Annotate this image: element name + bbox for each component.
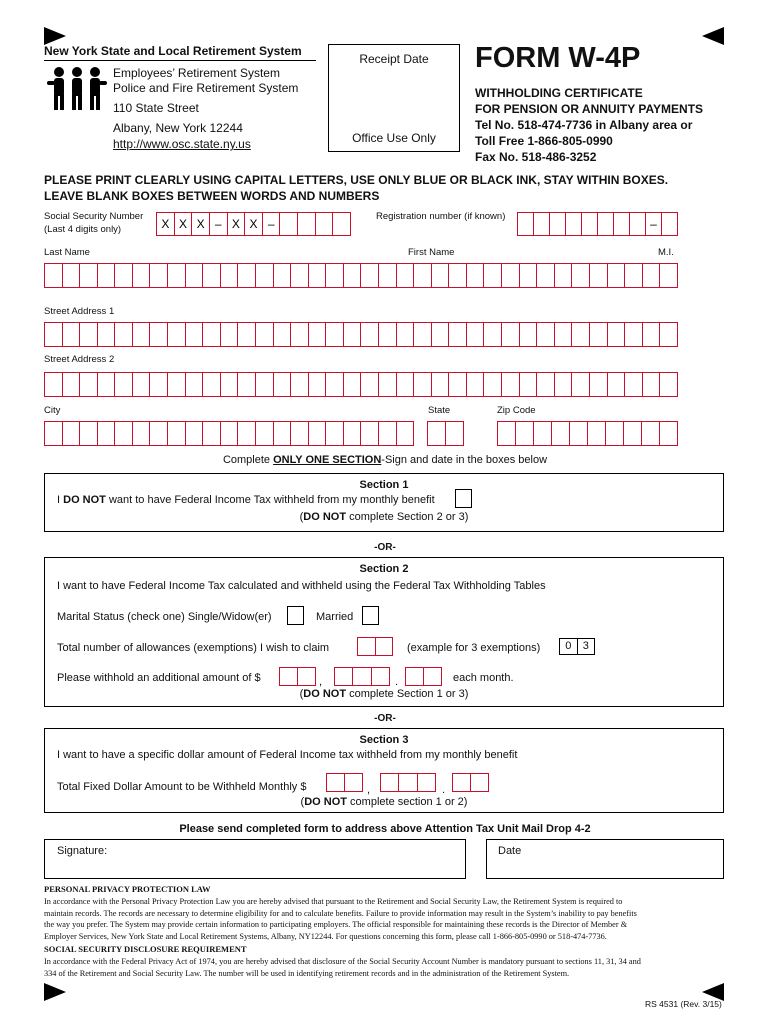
char-box[interactable] xyxy=(570,422,588,445)
char-box[interactable] xyxy=(115,264,133,287)
char-box[interactable] xyxy=(424,668,441,685)
section-2-note: (DO NOT complete Section 1 or 3) xyxy=(299,688,469,700)
char-box[interactable] xyxy=(590,264,608,287)
retirement-system-logo xyxy=(44,66,110,112)
char-box[interactable] xyxy=(344,373,362,396)
char-box[interactable] xyxy=(660,264,677,287)
allowances-input[interactable] xyxy=(357,637,393,656)
char-box[interactable] xyxy=(344,422,362,445)
char-box[interactable] xyxy=(45,373,63,396)
char-box[interactable] xyxy=(203,422,221,445)
char-box[interactable] xyxy=(133,373,151,396)
sections-intro: Complete ONLY ONE SECTION-Sign and date in the boxes below xyxy=(222,454,548,466)
char-box[interactable] xyxy=(467,264,485,287)
mi-label: M.I. xyxy=(658,247,674,258)
char-box[interactable] xyxy=(397,264,415,287)
char-box[interactable]: X xyxy=(175,213,193,235)
char-box[interactable] xyxy=(614,213,630,235)
char-box[interactable] xyxy=(660,323,677,346)
char-box[interactable] xyxy=(63,323,81,346)
char-box[interactable] xyxy=(133,422,151,445)
char-box[interactable] xyxy=(133,264,151,287)
state-input[interactable] xyxy=(427,421,464,446)
char-box[interactable] xyxy=(186,373,204,396)
zip-label: Zip Code xyxy=(497,405,536,416)
char-box[interactable] xyxy=(203,323,221,346)
char-box[interactable] xyxy=(502,373,520,396)
allowances-example-label: (example for 3 exemptions) xyxy=(407,642,541,654)
char-box[interactable] xyxy=(361,323,379,346)
char-box[interactable]: – xyxy=(646,213,662,235)
char-box[interactable] xyxy=(643,264,661,287)
char-box[interactable] xyxy=(186,422,204,445)
char-box[interactable] xyxy=(45,264,63,287)
char-box[interactable] xyxy=(555,264,573,287)
additional-amount-hundreds[interactable] xyxy=(334,667,390,686)
phone-albany: Tel No. 518-474-7736 in Albany area or xyxy=(475,118,693,132)
char-box[interactable] xyxy=(660,422,677,445)
char-box[interactable] xyxy=(238,264,256,287)
char-box[interactable] xyxy=(432,264,450,287)
date-label: Date xyxy=(498,845,522,857)
fixed-amount-comma: , xyxy=(367,784,371,796)
signature-field[interactable] xyxy=(44,839,466,879)
signature-label: Signature: xyxy=(57,845,108,857)
char-box[interactable] xyxy=(572,264,590,287)
first-name-label: First Name xyxy=(408,247,455,258)
char-box[interactable] xyxy=(221,422,239,445)
char-box[interactable] xyxy=(168,264,186,287)
city-input[interactable] xyxy=(44,421,414,446)
char-box[interactable] xyxy=(630,213,646,235)
char-box[interactable] xyxy=(502,323,520,346)
char-box[interactable] xyxy=(150,323,168,346)
char-box[interactable] xyxy=(361,373,379,396)
additional-amount-label: Please withhold an additional amount of $ xyxy=(57,672,261,684)
char-box[interactable] xyxy=(256,422,274,445)
char-box[interactable] xyxy=(449,373,467,396)
char-box[interactable] xyxy=(274,323,292,346)
char-box[interactable] xyxy=(397,422,414,445)
char-box[interactable] xyxy=(221,373,239,396)
date-field[interactable] xyxy=(486,839,724,879)
char-box[interactable] xyxy=(280,213,298,235)
marital-status-label: Marital Status (check one) Single/Widow(er) xyxy=(57,611,272,623)
char-box[interactable] xyxy=(80,373,98,396)
example-digit-1: 0 xyxy=(560,639,578,654)
char-box[interactable] xyxy=(502,264,520,287)
char-box[interactable] xyxy=(335,668,353,685)
char-box[interactable] xyxy=(168,422,186,445)
org-underline xyxy=(44,60,316,61)
section-3-text: I want to have a specific dollar amount of Federal Income tax withheld from my monthly benefit xyxy=(57,749,518,761)
char-box[interactable] xyxy=(379,422,397,445)
char-box[interactable] xyxy=(326,422,344,445)
char-box[interactable] xyxy=(606,422,624,445)
each-month-label: each month. xyxy=(453,672,514,684)
char-box[interactable] xyxy=(484,264,502,287)
char-box[interactable]: – xyxy=(210,213,228,235)
char-box[interactable] xyxy=(345,774,362,791)
char-box[interactable] xyxy=(608,264,626,287)
char-box[interactable] xyxy=(428,422,446,445)
form-title: FORM W-4P xyxy=(475,42,641,74)
char-box[interactable] xyxy=(80,323,98,346)
phone-tollfree: Toll Free 1-866-805-0990 xyxy=(475,134,613,148)
char-box[interactable] xyxy=(537,323,555,346)
registration-input[interactable] xyxy=(517,212,678,236)
corner-arrow-top-right-icon xyxy=(702,27,724,45)
single-widow-checkbox[interactable] xyxy=(287,606,304,625)
char-box[interactable] xyxy=(467,373,485,396)
additional-amount-cents[interactable] xyxy=(405,667,442,686)
char-box[interactable] xyxy=(484,323,502,346)
char-box[interactable] xyxy=(552,422,570,445)
section-1-title: Section 1 xyxy=(359,479,409,491)
char-box[interactable] xyxy=(344,264,362,287)
char-box[interactable] xyxy=(643,373,661,396)
additional-amount-decimal: . xyxy=(395,676,399,688)
section-3-note: (DO NOT complete section 1 or 2) xyxy=(300,796,468,808)
char-box[interactable] xyxy=(203,264,221,287)
char-box[interactable] xyxy=(45,422,63,445)
street1-input[interactable] xyxy=(44,322,678,347)
char-box[interactable] xyxy=(309,264,327,287)
char-box[interactable] xyxy=(274,422,292,445)
char-box[interactable] xyxy=(516,422,534,445)
or-divider-2: -OR- xyxy=(374,713,396,724)
instructions-line1: PLEASE PRINT CLEARLY USING CAPITAL LETTERS, USE ONLY BLUE OR BLACK INK, STAY WITHIN BOXES. xyxy=(44,173,669,187)
char-box[interactable] xyxy=(484,373,502,396)
char-box[interactable] xyxy=(63,264,81,287)
char-box[interactable] xyxy=(353,668,371,685)
send-instructions: Please send completed form to address above Attention Tax Unit Mail Drop 4-2 xyxy=(179,823,591,835)
char-box[interactable] xyxy=(643,323,661,346)
char-box[interactable] xyxy=(432,323,450,346)
char-box[interactable] xyxy=(379,264,397,287)
char-box[interactable] xyxy=(326,373,344,396)
cert-line2: FOR PENSION OR ANNUITY PAYMENTS xyxy=(475,102,704,116)
char-box[interactable] xyxy=(291,264,309,287)
street2-label: Street Address 2 xyxy=(44,354,115,365)
char-box[interactable] xyxy=(537,264,555,287)
char-box[interactable] xyxy=(63,373,81,396)
privacy-title: PERSONAL PRIVACY PROTECTION LAW xyxy=(44,884,211,894)
state-label: State xyxy=(428,405,451,416)
corner-arrow-bottom-left-icon xyxy=(44,983,66,1001)
married-checkbox[interactable] xyxy=(362,606,379,625)
char-box[interactable] xyxy=(625,264,643,287)
char-box[interactable] xyxy=(572,323,590,346)
website-link[interactable]: http://www.osc.state.ny.us xyxy=(113,137,251,151)
char-box[interactable] xyxy=(186,323,204,346)
char-box[interactable] xyxy=(358,638,376,655)
ssn-disclosure-title: SOCIAL SECURITY DISCLOSURE REQUIREMENT xyxy=(44,944,247,954)
char-box[interactable] xyxy=(588,422,606,445)
additional-amount-comma: , xyxy=(319,676,323,688)
ssn-disclosure-paragraph: In accordance with the Federal Privacy Act of 1974, you are hereby advised that disclosure of the Social Security Account Number is mandatory pursuant to sections 11, 31, 34 and 334 of the Retirement and Social Security Law. The number will be used in identifying retirement records and in the administration of the Retirement System. xyxy=(44,957,641,978)
char-box[interactable] xyxy=(660,373,677,396)
char-box[interactable] xyxy=(372,668,389,685)
char-box[interactable] xyxy=(566,213,582,235)
char-box[interactable] xyxy=(520,264,538,287)
char-box[interactable] xyxy=(326,323,344,346)
char-box[interactable] xyxy=(115,422,133,445)
char-box[interactable] xyxy=(256,323,274,346)
char-box[interactable] xyxy=(186,264,204,287)
char-box[interactable] xyxy=(98,373,116,396)
char-box[interactable]: X xyxy=(157,213,175,235)
section-2-text: I want to have Federal Income Tax calculated and withheld using the Federal Tax Withholding Tables xyxy=(57,580,546,592)
street1-label: Street Address 1 xyxy=(44,306,115,317)
char-box[interactable] xyxy=(291,373,309,396)
char-box[interactable]: – xyxy=(263,213,281,235)
char-box[interactable] xyxy=(327,774,345,791)
ssn-sublabel: (Last 4 digits only) xyxy=(44,224,122,235)
char-box[interactable] xyxy=(379,323,397,346)
char-box[interactable]: X xyxy=(245,213,263,235)
char-box[interactable] xyxy=(432,373,450,396)
char-box[interactable] xyxy=(238,422,256,445)
char-box[interactable] xyxy=(520,373,538,396)
fixed-amount-decimal: . xyxy=(442,784,446,796)
name-input[interactable] xyxy=(44,263,678,288)
char-box[interactable] xyxy=(376,638,393,655)
char-box[interactable] xyxy=(309,422,327,445)
section-3 xyxy=(44,728,724,813)
char-box[interactable] xyxy=(418,774,435,791)
char-box[interactable] xyxy=(326,264,344,287)
section-2-title: Section 2 xyxy=(359,563,409,575)
married-label: Married xyxy=(316,611,354,623)
char-box[interactable] xyxy=(453,774,471,791)
char-box[interactable] xyxy=(168,323,186,346)
org-name: New York State and Local Retirement System xyxy=(44,44,302,58)
char-box[interactable] xyxy=(598,213,614,235)
fixed-amount-cents[interactable] xyxy=(452,773,489,792)
char-box[interactable] xyxy=(414,373,432,396)
system-line1: Employees’ Retirement System xyxy=(113,66,280,80)
last-name-label: Last Name xyxy=(44,247,90,258)
char-box[interactable] xyxy=(534,422,552,445)
char-box[interactable] xyxy=(298,213,316,235)
char-box[interactable] xyxy=(98,264,116,287)
char-box[interactable] xyxy=(406,668,424,685)
char-box[interactable] xyxy=(537,373,555,396)
registration-label: Registration number (if known) xyxy=(376,211,506,222)
address-city: Albany, New York 12244 xyxy=(113,121,243,135)
corner-arrow-top-left-icon xyxy=(44,27,66,45)
char-box[interactable] xyxy=(625,373,643,396)
char-box[interactable] xyxy=(256,264,274,287)
office-use-box xyxy=(328,44,460,152)
char-box[interactable] xyxy=(150,264,168,287)
char-box[interactable] xyxy=(168,373,186,396)
char-box[interactable] xyxy=(582,213,598,235)
char-box[interactable] xyxy=(274,373,292,396)
fixed-amount-thousands[interactable] xyxy=(326,773,363,792)
char-box[interactable] xyxy=(274,264,292,287)
char-box[interactable] xyxy=(316,213,334,235)
char-box[interactable] xyxy=(471,774,488,791)
allowances-label: Total number of allowances (exemptions) I wish to claim xyxy=(57,642,330,654)
char-box[interactable] xyxy=(608,323,626,346)
char-box[interactable] xyxy=(662,213,677,235)
char-box[interactable] xyxy=(298,668,315,685)
char-box[interactable] xyxy=(550,213,566,235)
char-box[interactable] xyxy=(80,422,98,445)
char-box[interactable] xyxy=(449,264,467,287)
char-box[interactable] xyxy=(63,422,81,445)
char-box[interactable] xyxy=(642,422,660,445)
fax-number: Fax No. 518-486-3252 xyxy=(475,150,597,164)
char-box[interactable] xyxy=(572,373,590,396)
char-box[interactable] xyxy=(333,213,350,235)
char-box[interactable] xyxy=(467,323,485,346)
char-box[interactable] xyxy=(625,323,643,346)
char-box[interactable] xyxy=(397,373,415,396)
char-box[interactable] xyxy=(115,373,133,396)
char-box[interactable] xyxy=(555,373,573,396)
char-box[interactable] xyxy=(520,323,538,346)
char-box[interactable] xyxy=(381,774,399,791)
char-box[interactable] xyxy=(98,323,116,346)
fixed-amount-hundreds[interactable] xyxy=(380,773,436,792)
allowances-example-boxes xyxy=(559,638,595,655)
char-box[interactable] xyxy=(280,668,298,685)
street2-input[interactable] xyxy=(44,372,678,397)
ssn-label: Social Security Number xyxy=(44,211,144,222)
char-box[interactable] xyxy=(238,323,256,346)
char-box[interactable] xyxy=(555,323,573,346)
char-box[interactable] xyxy=(379,373,397,396)
char-box[interactable] xyxy=(449,323,467,346)
char-box[interactable] xyxy=(590,373,608,396)
char-box[interactable] xyxy=(291,323,309,346)
additional-amount-thousands[interactable] xyxy=(279,667,316,686)
instructions-line2: LEAVE BLANK BOXES BETWEEN WORDS AND NUMBERS xyxy=(44,189,380,203)
char-box[interactable] xyxy=(414,323,432,346)
ssn-input[interactable] xyxy=(156,212,351,236)
char-box[interactable] xyxy=(203,373,221,396)
char-box[interactable] xyxy=(80,264,98,287)
char-box[interactable] xyxy=(291,422,309,445)
char-box[interactable] xyxy=(414,264,432,287)
char-box[interactable] xyxy=(309,373,327,396)
receipt-date-label: Receipt Date xyxy=(359,52,429,66)
char-box[interactable] xyxy=(221,264,239,287)
char-box[interactable] xyxy=(344,323,362,346)
section-3-title: Section 3 xyxy=(359,734,409,746)
char-box[interactable]: X xyxy=(228,213,246,235)
char-box[interactable] xyxy=(115,323,133,346)
example-digit-2: 3 xyxy=(582,640,589,652)
char-box[interactable] xyxy=(397,323,415,346)
section-1-text: I DO NOT want to have Federal Income Tax withheld from my monthly benefit xyxy=(57,494,435,506)
cert-line1: WITHHOLDING CERTIFICATE xyxy=(475,86,643,100)
char-box[interactable] xyxy=(534,213,550,235)
section-1-note: (DO NOT complete Section 2 or 3) xyxy=(299,511,469,523)
address-street: 110 State Street xyxy=(113,101,199,115)
or-divider-1: -OR- xyxy=(374,542,396,553)
char-box[interactable] xyxy=(361,422,379,445)
char-box[interactable] xyxy=(150,373,168,396)
char-box[interactable] xyxy=(150,422,168,445)
char-box[interactable] xyxy=(238,373,256,396)
system-line2: Police and Fire Retirement System xyxy=(113,81,299,95)
char-box[interactable] xyxy=(133,323,151,346)
char-box[interactable] xyxy=(221,323,239,346)
city-label: City xyxy=(44,405,61,416)
section-1 xyxy=(44,473,724,532)
char-box[interactable] xyxy=(608,373,626,396)
char-box[interactable]: X xyxy=(192,213,210,235)
char-box[interactable] xyxy=(256,373,274,396)
form-code: RS 4531 (Rev. 3/15) xyxy=(645,999,722,1009)
char-box[interactable] xyxy=(590,323,608,346)
char-box[interactable] xyxy=(361,264,379,287)
char-box[interactable] xyxy=(518,213,534,235)
office-use-label: Office Use Only xyxy=(352,131,436,145)
char-box[interactable] xyxy=(309,323,327,346)
zip-input[interactable] xyxy=(497,421,678,446)
char-box[interactable] xyxy=(498,422,516,445)
char-box[interactable] xyxy=(446,422,463,445)
privacy-paragraph: In accordance with the Personal Privacy Protection Law you are hereby advised that pursuant to the Retirement and Social Security Law, the Retirement System is required to maintain records. The records are necessary to determine eligibility for and to calculate benefits. Failure to provide information may result in the System’s inability to pay benefits the way you prefer. The System may provide certain information to participating employers. The official responsible for maintaining these records is the Director of Member & Employer Services, New York State and Local Retirement Systems, Albany, NY12244. For questions concerning this form, please call 1-866-805-0990 or 518-474-7736. xyxy=(44,897,637,942)
char-box[interactable] xyxy=(45,323,63,346)
char-box[interactable] xyxy=(399,774,417,791)
section-1-checkbox[interactable] xyxy=(455,489,472,508)
fixed-amount-label: Total Fixed Dollar Amount to be Withheld Monthly $ xyxy=(57,781,307,793)
char-box[interactable] xyxy=(98,422,116,445)
char-box[interactable] xyxy=(624,422,642,445)
